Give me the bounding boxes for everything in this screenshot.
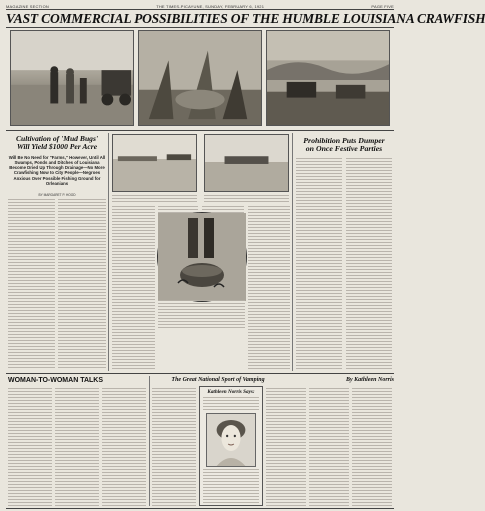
column-rule-1: [108, 133, 109, 371]
inset-box: [199, 386, 263, 506]
serial-author: By Kathleen Norris: [345, 377, 394, 383]
photo-marsh-water: [112, 134, 197, 192]
center-body-col4: [248, 206, 290, 371]
top-rule: [6, 9, 394, 10]
prohibition-title-line2: on Once Festive Parties: [305, 144, 383, 154]
photo-fishing-camp: [266, 30, 390, 126]
main-headline: VAST COMMERCIAL POSSIBILITIES OF THE HUMBLE LOUISIANA CRAWFISH: [6, 11, 485, 26]
inset-intro-text: [203, 397, 259, 411]
photos-caption-band: [112, 195, 197, 203]
prohibition-title: [296, 137, 392, 153]
inset-title: Kathleen Norris Says:: [207, 389, 255, 395]
photo-boat-landing: [204, 134, 289, 192]
column-rule-2: [292, 133, 293, 371]
photo-crawfish-bucket-round: [157, 212, 247, 302]
lower-section-rule: [6, 373, 394, 374]
crawfish-body-col2: [58, 199, 106, 369]
column-rule-3: [149, 376, 150, 506]
serial-body-col1: [152, 388, 196, 506]
serial-body-col4: [352, 388, 392, 506]
woman-body-col3: [102, 388, 146, 506]
photos-caption-band-2: [204, 195, 289, 203]
serial-body-col3: [309, 388, 349, 506]
author-portrait: [206, 413, 256, 467]
page-number: PAGE FIVE: [371, 3, 394, 9]
serial-title: The Great National Sport of Vamping: [171, 377, 265, 383]
crawfish-deck: Will Be No Need for "Farms," However, Until All Swamps, Ponds and Ditches of Louisiana Become Dried Up Through Drainage—No More Crawfishing Now to City People—Negroes Anxious Over Possible Fishing Ground for Orleanians: [8, 155, 106, 186]
woman-column-title: WOMAN-TO-WOMAN TALKS: [8, 377, 103, 384]
crawfish-body-col1: [8, 199, 55, 369]
crawfish-title-line2: Will Yield $1000 Per Acre: [16, 141, 98, 151]
photo-swamp-bank: [138, 30, 262, 126]
prohibition-body-col2: [346, 158, 392, 370]
crawfish-title: [8, 135, 106, 151]
bottom-rule: [6, 508, 394, 509]
section-label: MAGAZINE SECTION: [6, 3, 49, 9]
photo-row-rule: [6, 130, 394, 131]
round-photo-caption: [158, 300, 245, 330]
prohibition-title-line1: Prohibition Puts Dumper: [303, 136, 385, 145]
crawfish-title-line1: Cultivation of 'Mud Bugs': [15, 134, 99, 143]
woman-body-col2: [55, 388, 99, 506]
headline-rule: [6, 27, 394, 28]
photo-crawfish-catch: [10, 30, 134, 126]
crawfish-byline: BY MARGARET P. HOOD: [38, 193, 76, 197]
prohibition-body-col1: [296, 158, 342, 370]
woman-body-col1: [8, 388, 52, 506]
paper-dateline: THE TIMES-PICAYUNE, SUNDAY, FEBRUARY 6, 1921: [156, 3, 265, 9]
center-body-col1: [112, 206, 155, 371]
serial-body-col2: [266, 388, 306, 506]
inset-body-text: [203, 469, 259, 505]
